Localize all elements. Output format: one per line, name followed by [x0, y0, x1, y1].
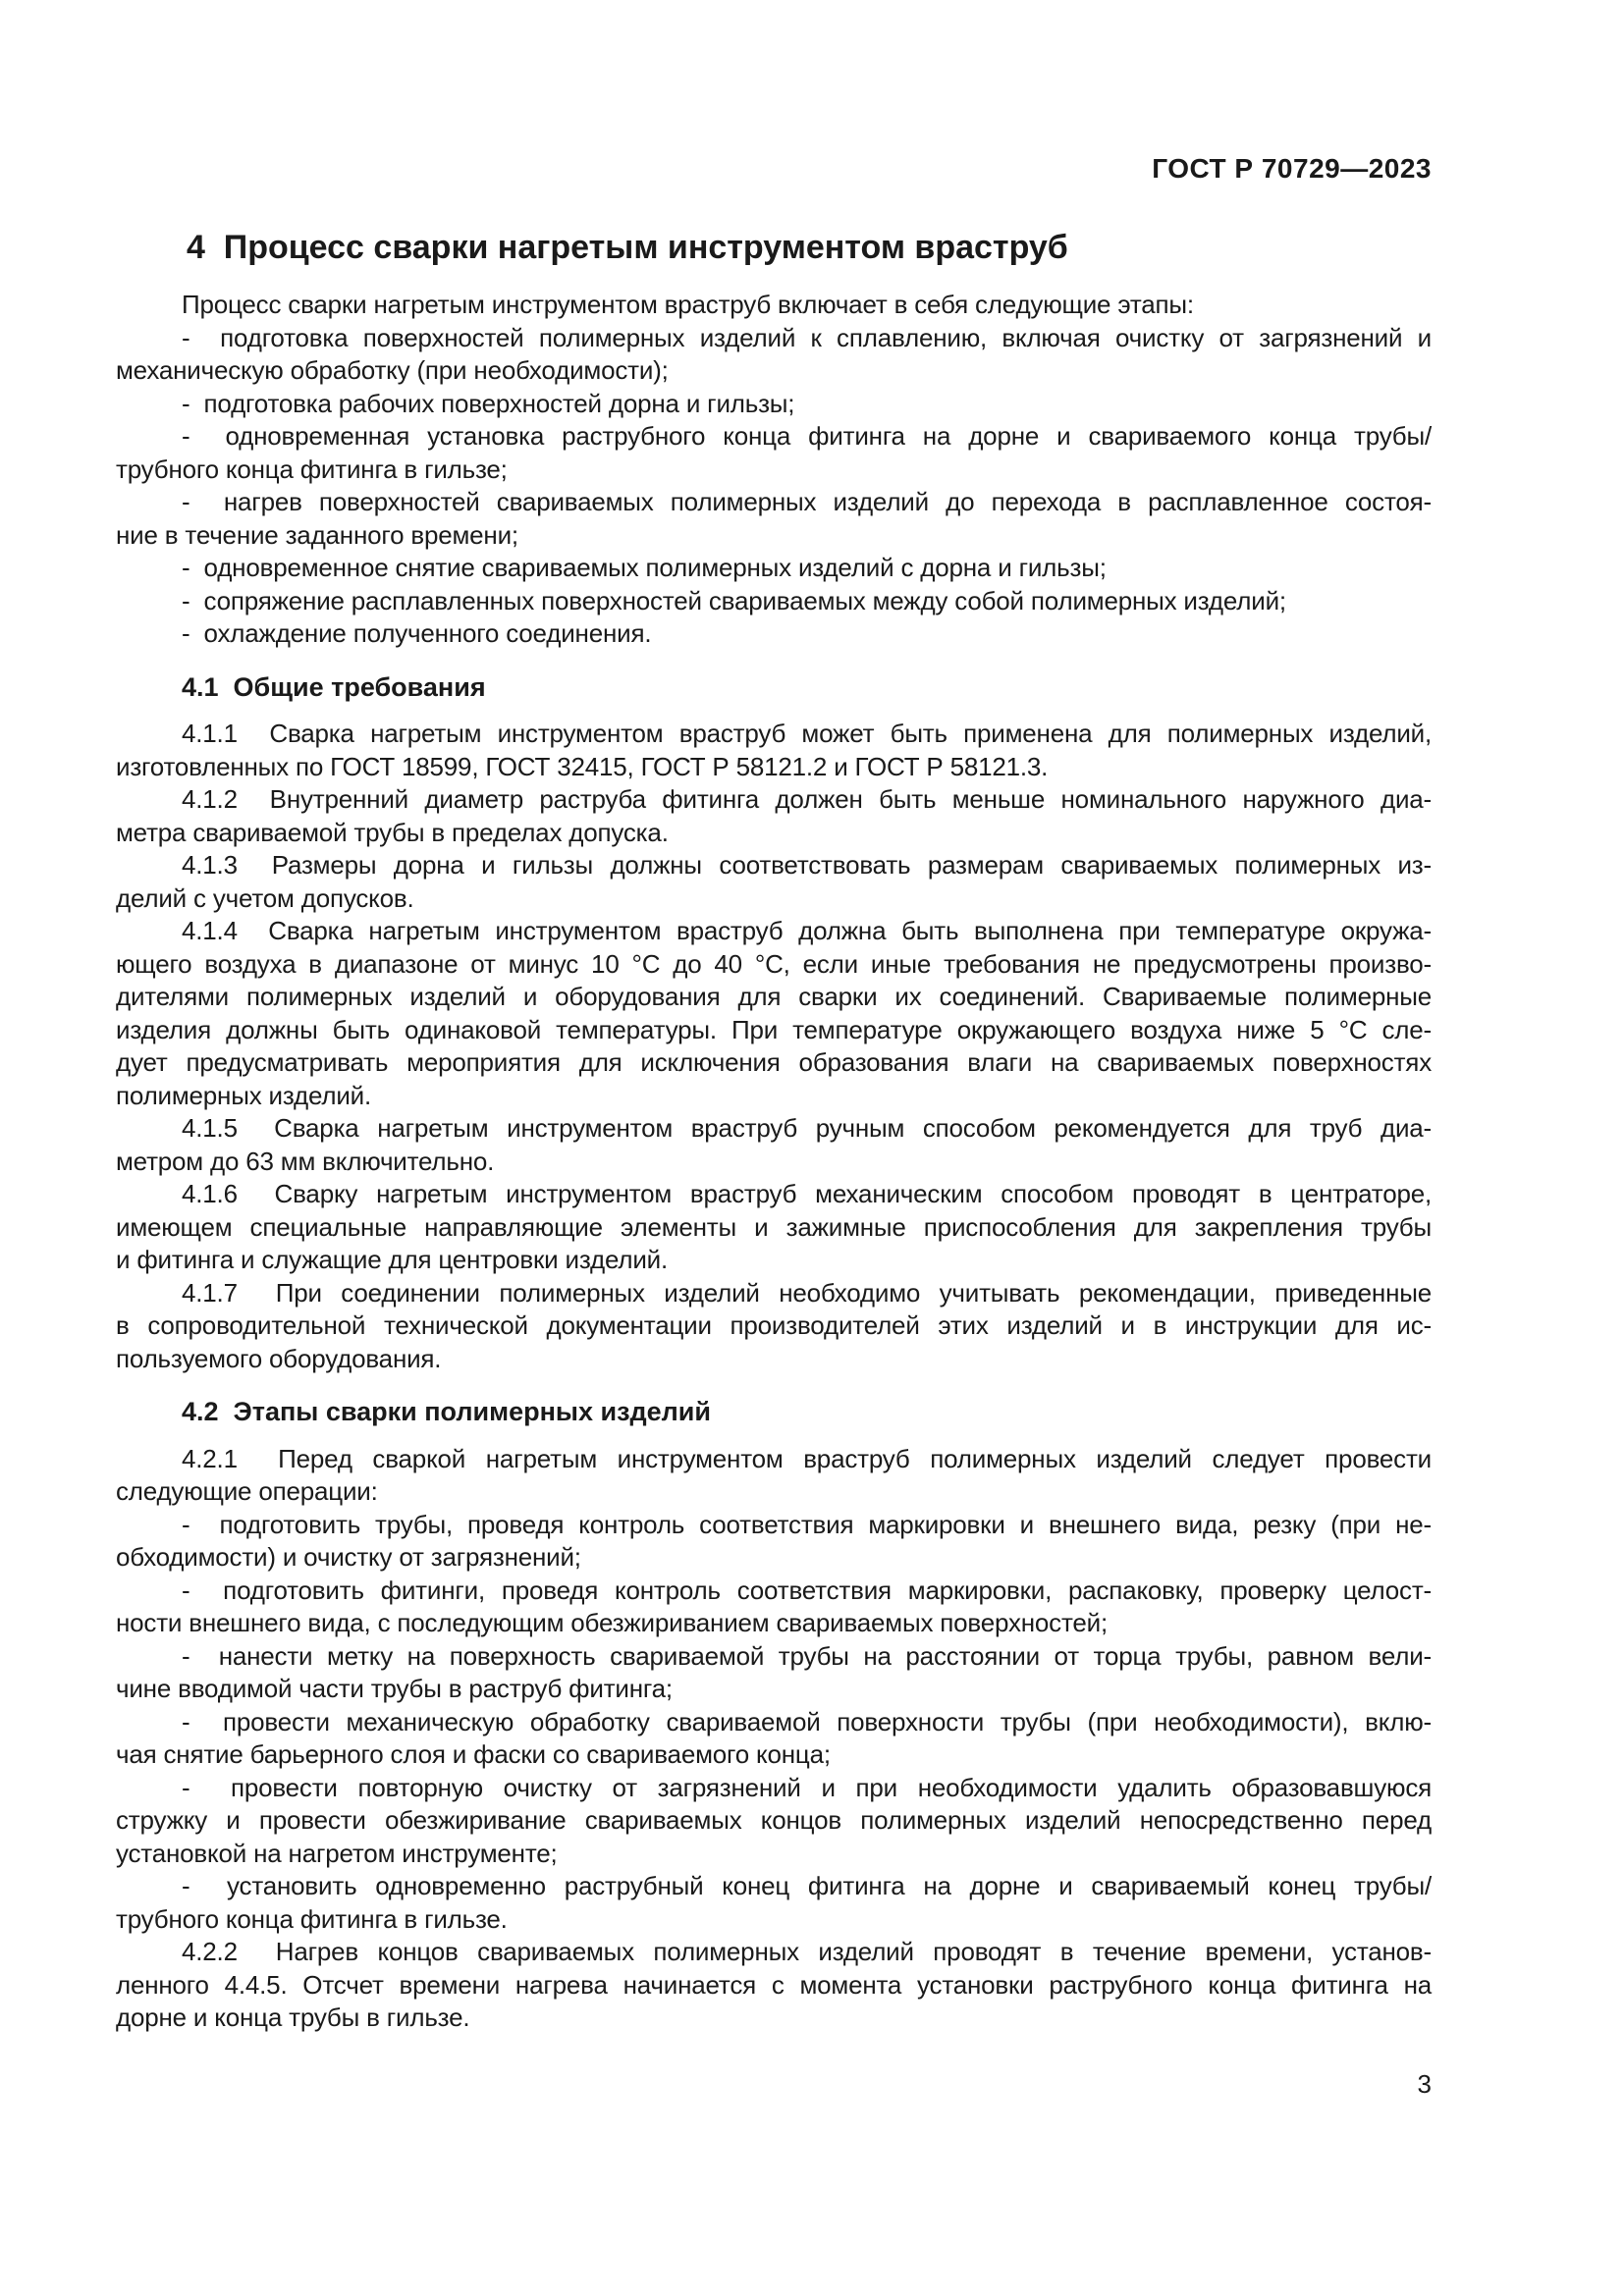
paragraph — [116, 783, 1432, 849]
text-line: дителями полимерных изделий и оборудования для сварки их соединений. Свариваемые полимерные — [116, 982, 1432, 1011]
text-line: - нанести метку на поверхность свариваемой трубы на расстоянии от торца трубы, равном вели- — [182, 1640, 1432, 1671]
text-line: в сопроводительной технической документации производителей этих изделий и в инструкции для ис- — [116, 1310, 1432, 1340]
paragraph — [116, 486, 1432, 552]
text-line: 4.1.4 Сварка нагретым инструментом враструб должна быть выполнена при температуре окружа- — [182, 916, 1432, 945]
text-line: ющего воздуха в диапазоне от минус 10 °С до 40 °С, если иные требования не предусмотрены произво- — [116, 948, 1432, 979]
paragraph — [116, 1936, 1432, 2035]
paragraph — [116, 849, 1432, 915]
text-line: 4.1.3 Размеры дорна и гильзы должны соответствовать размерам свариваемых полимерных из- — [182, 850, 1432, 880]
text-line: ленного 4.4.5. Отсчет времени нагрева начинается с момента установки раструбного конца фитинга на — [116, 1969, 1432, 2000]
text-line: стружку и провести обезжиривание свариваемых концов полимерных изделий непосредственно перед — [116, 1805, 1432, 1835]
paragraph — [116, 718, 1432, 783]
text-line: - провести повторную очистку от загрязнений и при необходимости удалить образовавшуюся — [182, 1772, 1432, 1802]
text-line: ности внешнего вида, с последующим обезжириванием свариваемых поверхностей; — [116, 1608, 1109, 1637]
paragraph — [116, 1509, 1432, 1575]
text-line: механическую обработку (при необходимости); — [116, 355, 669, 385]
text-line: - подготовить фитинги, проведя контроль соответствия маркировки, распаковку, проверку целост- — [182, 1575, 1432, 1605]
text-line: - нагрев поверхностей свариваемых полимерных изделий до перехода в расплавленное состоя- — [182, 487, 1432, 516]
subsection-heading: 4.2 Этапы сварки полимерных изделий — [182, 1397, 711, 1426]
text-line: 4.1.2 Внутренний диаметр раструба фитинга должен быть меньше номинального наружного диа- — [182, 784, 1432, 814]
text-line: трубного конца фитинга в гильзе. — [116, 1903, 508, 1934]
document-content — [116, 227, 1432, 2035]
text-line: изделия должны быть одинаковой температуры. При температуре окружающего воздуха ниже 5 °С сле- — [116, 1014, 1432, 1044]
text-line: 4.1.5 Сварка нагретым инструментом враструб ручным способом рекомендуется для труб диа- — [182, 1113, 1432, 1143]
doc-number-header: ГОСТ Р 70729—2023 — [1152, 153, 1432, 184]
paragraph — [116, 552, 1432, 585]
text-line: дорне и конца трубы в гильзе. — [116, 2002, 470, 2032]
text-line: метра свариваемой трубы в пределах допуска. — [116, 817, 669, 847]
paragraph — [116, 420, 1432, 486]
text-line: метром до 63 мм включительно. — [116, 1146, 495, 1176]
page-number: 3 — [1417, 2069, 1432, 2099]
text-line: 4.1.7 При соединении полимерных изделий необходимо учитывать рекомендации, приведенные — [182, 1277, 1432, 1308]
paragraph — [116, 388, 1432, 421]
text-line: и фитинга и служащие для центровки изделий. — [116, 1245, 669, 1274]
text-line: - подготовить трубы, проведя контроль соответствия маркировки и внешнего вида, резку (при не- — [182, 1509, 1432, 1539]
text-line: изготовленных по ГОСТ 18599, ГОСТ 32415, ГОСТ Р 58121.2 и ГОСТ Р 58121.3. — [116, 751, 1049, 781]
paragraph — [116, 289, 1432, 322]
text-line: - одновременное снятие свариваемых полимерных изделий с дорна и гильзы; — [182, 553, 1107, 582]
text-line: дует предусматривать мероприятия для исключения образования влаги на свариваемых поверхностях — [116, 1047, 1432, 1077]
text-line: следующие операции: — [116, 1476, 378, 1506]
paragraph — [116, 1178, 1432, 1277]
text-line: Процесс сварки нагретым инструментом враструб включает в себя следующие этапы: — [182, 290, 1194, 319]
paragraph — [116, 1277, 1432, 1376]
paragraph — [116, 1575, 1432, 1640]
subsection-heading: 4.1 Общие требования — [182, 671, 486, 702]
paragraph — [116, 1706, 1432, 1772]
text-line: чине вводимой части трубы в раструб фитинга; — [116, 1674, 673, 1703]
document-body — [116, 289, 1432, 2035]
paragraph — [116, 915, 1432, 1112]
paragraph — [116, 1112, 1432, 1178]
paragraph — [116, 1443, 1432, 1509]
text-line: 4.2.2 Нагрев концов свариваемых полимерных изделий проводят в течение времени, установ- — [182, 1937, 1432, 1966]
text-line: - охлаждение полученного соединения. — [182, 618, 652, 648]
text-line: 4.1.1 Сварка нагретым инструментом враструб может быть применена для полимерных изделий, — [182, 719, 1432, 748]
text-line: - провести механическую обработку свариваемой поверхности трубы (при необходимости), вклю- — [182, 1706, 1432, 1736]
text-line: - сопряжение расплавленных поверхностей свариваемых между собой полимерных изделий; — [182, 585, 1286, 615]
paragraph — [116, 1772, 1432, 1871]
text-line: чая снятие барьерного слоя и фаски со свариваемого конца; — [116, 1739, 831, 1769]
text-line: ние в течение заданного времени; — [116, 519, 518, 550]
paragraph — [116, 1870, 1432, 1936]
section-heading: 4 Процесс сварки нагретым инструментом враструб — [187, 229, 1068, 266]
text-line: делий с учетом допусков. — [116, 882, 414, 913]
text-line: пользуемого оборудования. — [116, 1343, 442, 1373]
text-line: 4.1.6 Сварку нагретым инструментом враструб механическим способом проводят в центраторе, — [182, 1179, 1432, 1208]
paragraph — [116, 585, 1432, 618]
text-line: 4.2.1 Перед сваркой нагретым инструментом враструб полимерных изделий следует провести — [182, 1443, 1432, 1473]
text-line: имеющем специальные направляющие элементы и зажимные приспособления для закрепления трубы — [116, 1211, 1432, 1242]
paragraph — [116, 1640, 1432, 1706]
paragraph — [116, 617, 1432, 651]
text-line: трубного конца фитинга в гильзе; — [116, 454, 508, 484]
text-line: полимерных изделий. — [116, 1080, 372, 1110]
text-line: - подготовка поверхностей полимерных изделий к сплавлению, включая очистку от загрязнений и — [182, 322, 1432, 352]
text-line: - установить одновременно раструбный конец фитинга на дорне и свариваемый конец трубы/ — [182, 1871, 1432, 1900]
text-line: - одновременная установка раструбного конца фитинга на дорне и свариваемого конца трубы/ — [182, 421, 1432, 451]
paragraph — [116, 322, 1432, 388]
text-line: обходимости) и очистку от загрязнений; — [116, 1542, 581, 1572]
text-line: установкой на нагретом инструменте; — [116, 1838, 558, 1868]
text-line: - подготовка рабочих поверхностей дорна и гильзы; — [182, 388, 795, 418]
